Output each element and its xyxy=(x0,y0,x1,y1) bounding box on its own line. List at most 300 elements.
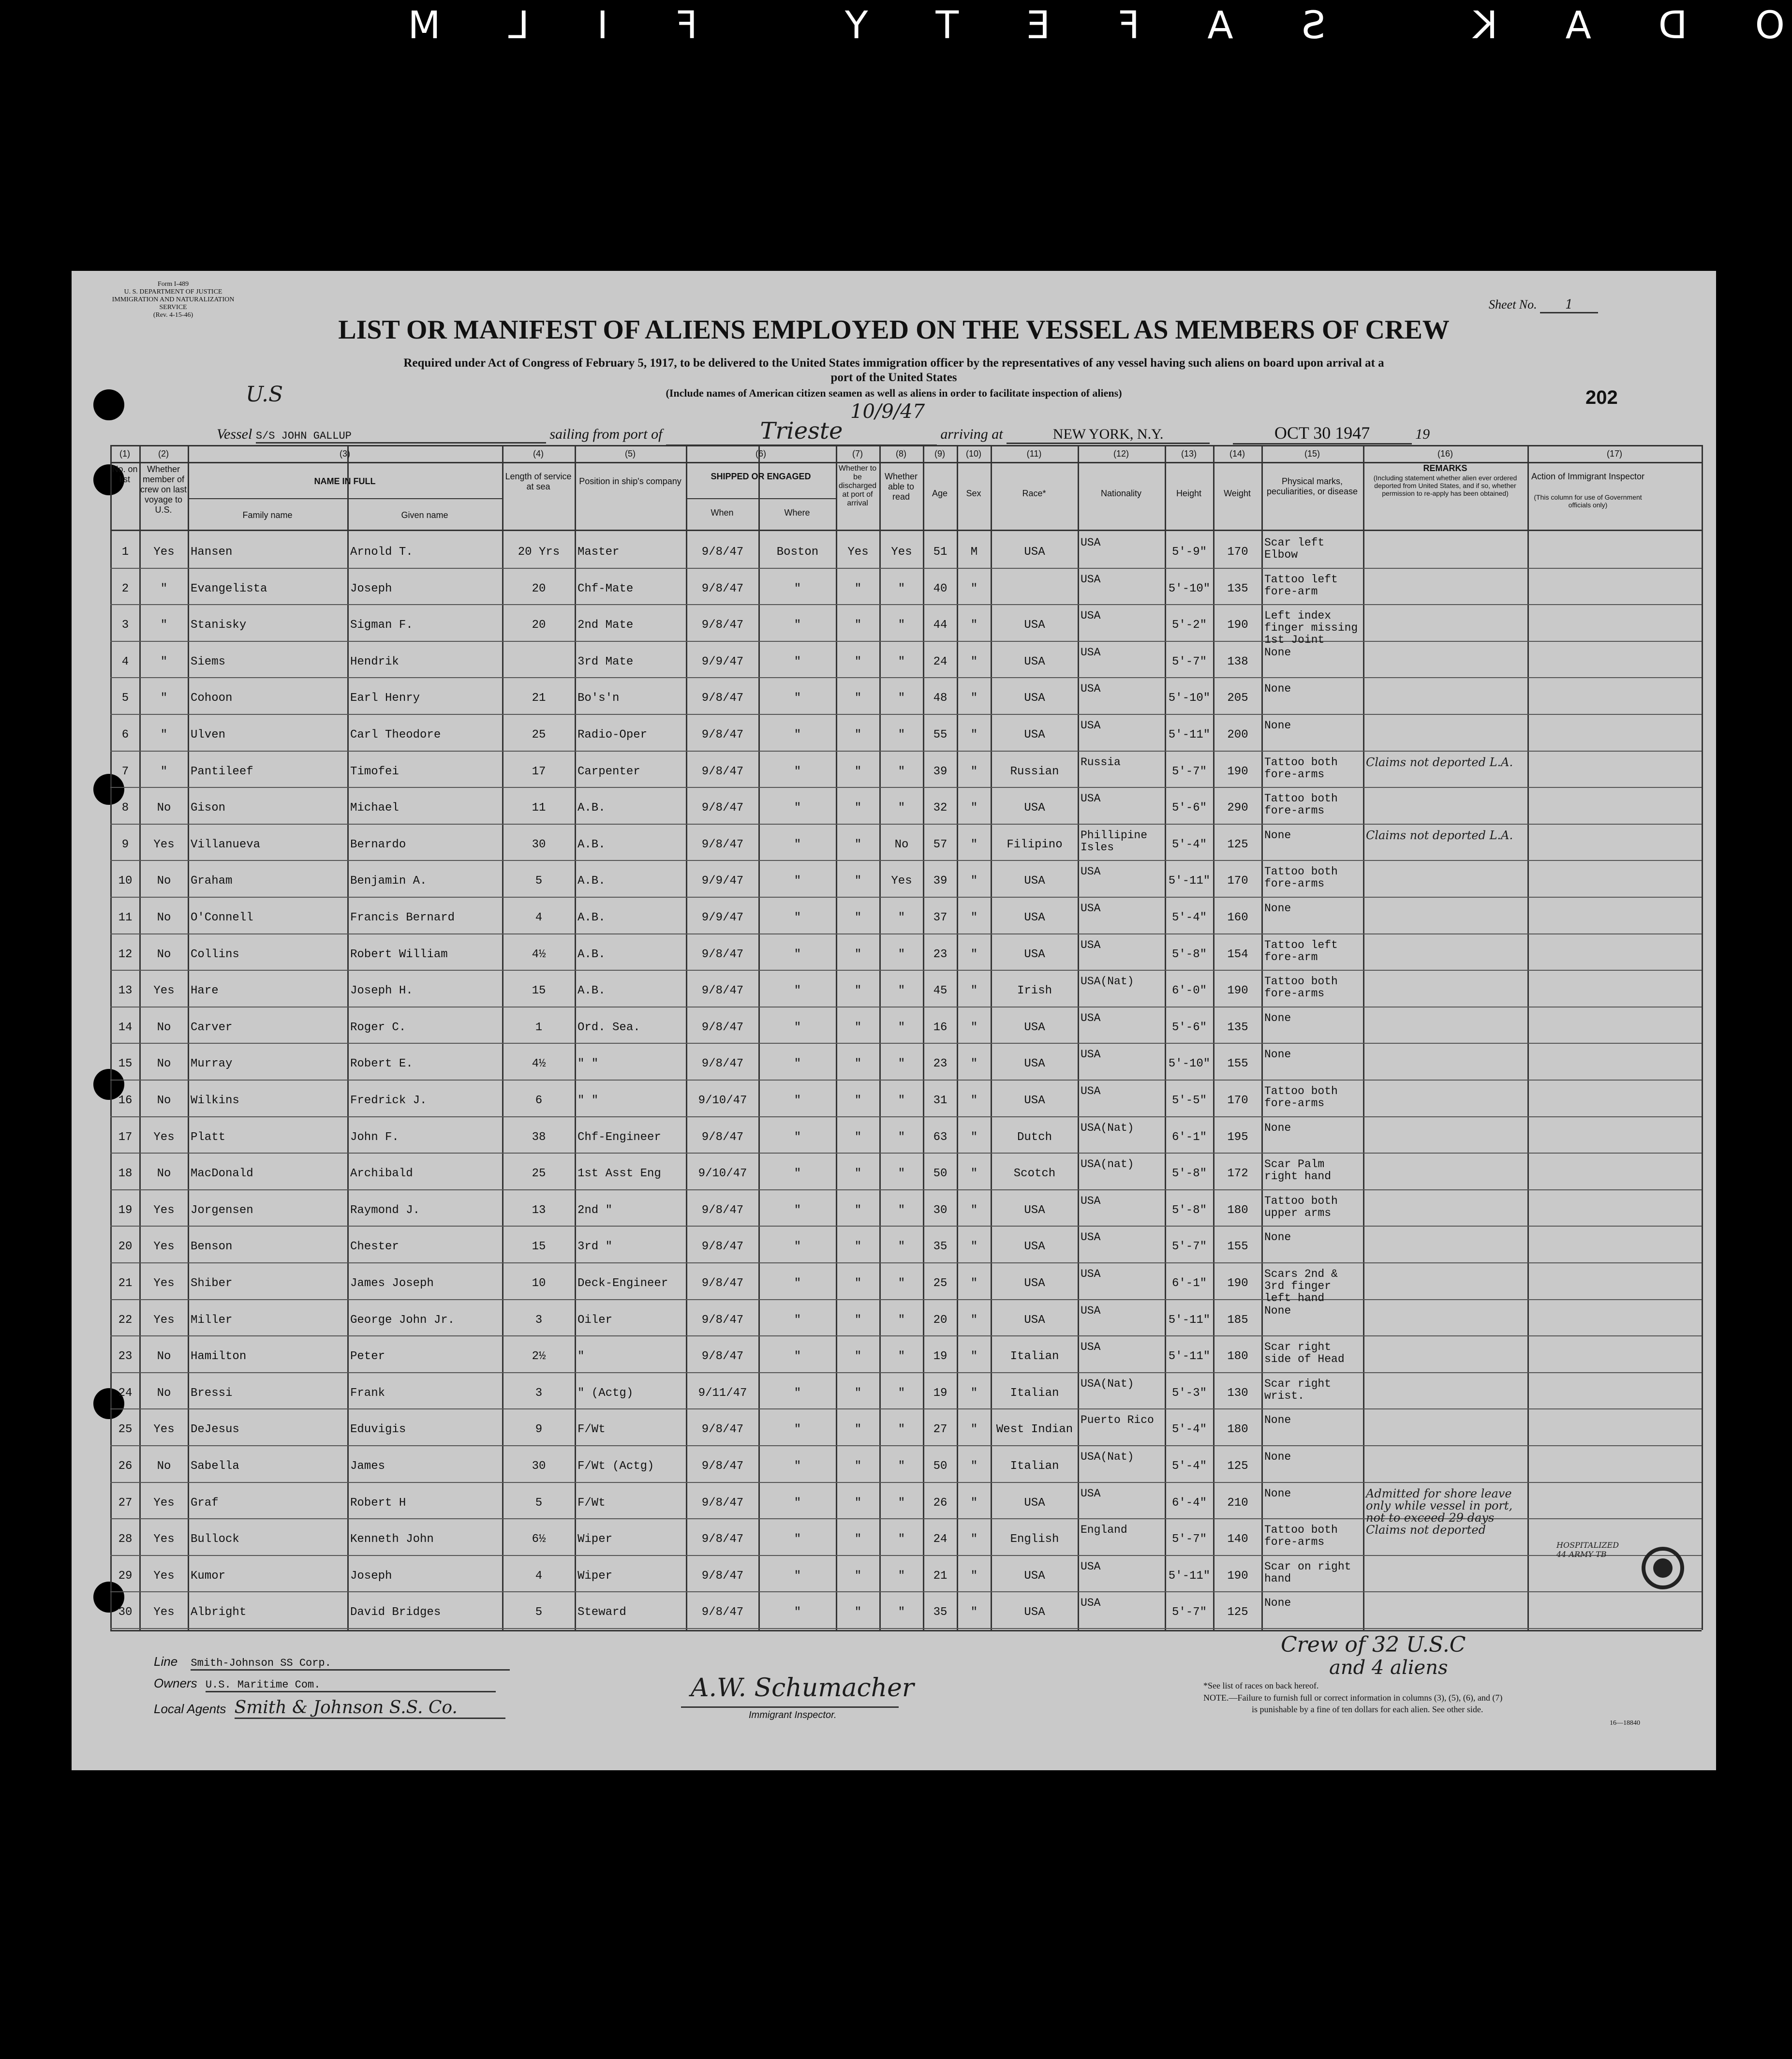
cell-family: Wilkins xyxy=(191,1094,239,1107)
cell-sex: " xyxy=(970,692,978,705)
cell-nationality: USA xyxy=(1081,609,1101,622)
cell-no: 26 xyxy=(118,1460,133,1473)
cell-where: " xyxy=(794,1021,801,1034)
cell-disch: " xyxy=(854,838,862,851)
cell-race: Russian xyxy=(1010,765,1059,778)
cell-race: USA xyxy=(1024,546,1045,559)
cell-read: " xyxy=(898,1350,905,1363)
cell-length: 13 xyxy=(532,1203,546,1217)
cell-where: " xyxy=(794,838,801,851)
cell-given: Sigman F. xyxy=(350,619,413,632)
cell-weight: 155 xyxy=(1227,1240,1248,1254)
line-label: Line xyxy=(154,1654,178,1669)
cell-no: 15 xyxy=(118,1057,133,1071)
cell-prev: Yes xyxy=(153,1423,175,1437)
owners-label: Owners xyxy=(154,1676,197,1690)
cell-weight: 200 xyxy=(1227,728,1248,741)
cell-age: 55 xyxy=(933,728,948,741)
col-header-sex: Sex xyxy=(966,489,981,498)
cell-nationality: USA xyxy=(1081,1597,1101,1610)
cell-sex: " xyxy=(970,619,978,632)
crew-count-note: Crew of 32 U.S.C xyxy=(1281,1632,1466,1657)
cell-read: " xyxy=(898,765,905,778)
cell-marks: Tattoo left fore-arm xyxy=(1264,938,1338,963)
cell-prev: No xyxy=(157,1021,171,1034)
cell-disch: " xyxy=(854,1460,862,1473)
cell-sex: " xyxy=(970,1240,978,1254)
cell-sex: " xyxy=(970,1167,978,1181)
column-rule xyxy=(110,445,112,1630)
cell-age: 21 xyxy=(933,1569,948,1583)
column-rule xyxy=(923,445,924,1630)
cell-where: " xyxy=(794,1277,801,1290)
col-header-length: Length of service at sea xyxy=(505,472,572,491)
cell-position: A.B. xyxy=(578,948,606,961)
cell-prev: " xyxy=(160,582,168,595)
cell-race: USA xyxy=(1024,728,1045,741)
cell-given: James Joseph xyxy=(350,1277,434,1290)
header-bottom-rule xyxy=(110,530,1702,531)
cell-length: 25 xyxy=(532,728,546,741)
cell-no: 20 xyxy=(118,1240,133,1254)
cell-given: Benjamin A. xyxy=(350,874,427,888)
column-number: (10) xyxy=(965,449,981,459)
form-id-line: IMMIGRATION AND NATURALIZATION SERVICE xyxy=(112,296,235,311)
cell-length: 20 xyxy=(532,582,546,595)
cell-when: 9/8/47 xyxy=(701,582,744,595)
cell-no: 10 xyxy=(118,874,133,888)
col-header-remarks-sub: (Including statement whether alien ever ordered deported from United States, and if so, whether permission to re-apply has been obtained) xyxy=(1373,474,1517,497)
cell-marks: None xyxy=(1264,1414,1291,1427)
column-number: (7) xyxy=(852,449,863,459)
arriving-port: NEW YORK, N.Y. xyxy=(1007,426,1210,444)
cell-disch: " xyxy=(854,655,862,668)
cell-prev: " xyxy=(160,692,168,705)
cell-where: " xyxy=(794,1350,801,1363)
cell-race: USA xyxy=(1024,655,1045,668)
cell-height: 5'-2" xyxy=(1171,619,1207,632)
cell-prev: No xyxy=(157,911,171,924)
cell-marks: None xyxy=(1264,902,1291,915)
cell-length: 11 xyxy=(532,801,546,815)
column-rule xyxy=(957,445,958,1630)
cell-disch: " xyxy=(854,1606,862,1619)
cell-disch: " xyxy=(854,1130,862,1144)
cell-prev: Yes xyxy=(153,1606,175,1619)
cell-disch: " xyxy=(854,911,862,924)
cell-given: Earl Henry xyxy=(350,692,420,705)
cell-prev: " xyxy=(160,619,168,632)
cell-when: 9/9/47 xyxy=(701,911,744,924)
cell-given: Fredrick J. xyxy=(350,1094,427,1107)
cell-race: Filipino xyxy=(1007,838,1063,851)
cell-race: USA xyxy=(1024,692,1045,705)
cell-family: MacDonald xyxy=(191,1167,253,1181)
cell-when: 9/8/47 xyxy=(701,1350,744,1363)
cell-disch: " xyxy=(854,1386,862,1400)
cell-when: 9/8/47 xyxy=(701,1460,744,1473)
col-header-no: No. on list xyxy=(112,464,138,484)
line-field xyxy=(154,1654,510,1671)
owners-field xyxy=(154,1676,496,1692)
cell-where: " xyxy=(794,801,801,815)
cell-disch: " xyxy=(854,1203,862,1217)
cell-race: English xyxy=(1010,1533,1059,1546)
col-header-shipped: SHIPPED OR ENGAGED xyxy=(711,472,811,481)
column-number: (2) xyxy=(158,449,169,459)
col-header-action-sub: (This column for use of Government officials only) xyxy=(1534,493,1642,509)
cell-height: 5'-8" xyxy=(1171,948,1207,961)
cell-weight: 290 xyxy=(1227,801,1248,815)
col-header-when: When xyxy=(711,508,734,518)
cell-marks: None xyxy=(1264,1451,1291,1463)
cell-race: Italian xyxy=(1010,1350,1059,1363)
cell-remark: Admitted for shore leave only while vessel in port, not to exceed 29 days xyxy=(1366,1486,1513,1525)
cell-family: Pantileef xyxy=(191,765,253,778)
cell-sex: " xyxy=(970,1094,978,1107)
cell-read: " xyxy=(898,1313,905,1327)
cell-sex: " xyxy=(970,728,978,741)
cell-where: " xyxy=(794,1386,801,1400)
cell-marks: None xyxy=(1264,1121,1291,1134)
cell-marks: Scar on right hand xyxy=(1264,1560,1351,1585)
cell-position: A.B. xyxy=(578,838,606,851)
subtitle-line-3: (Include names of American citizen seamen as well as aliens in order to facilitate inspection of aliens) xyxy=(666,387,1122,399)
cell-disch: " xyxy=(854,1021,862,1034)
cell-position: " " xyxy=(578,1094,599,1107)
cell-marks: Scar right side of Head xyxy=(1264,1341,1345,1366)
cell-height: 5'-10" xyxy=(1168,692,1211,705)
column-number: (16) xyxy=(1437,449,1453,459)
cell-nationality: USA xyxy=(1081,1268,1101,1280)
cell-when: 9/8/47 xyxy=(701,1496,744,1510)
cell-weight: 170 xyxy=(1227,874,1248,888)
cell-race: Scotch xyxy=(1013,1167,1056,1181)
col-header-action: Action of Immigrant Inspector xyxy=(1531,472,1645,481)
cell-family: Miller xyxy=(191,1313,233,1327)
cell-nationality: USA xyxy=(1081,1231,1101,1244)
cell-weight: 195 xyxy=(1227,1130,1248,1144)
cell-marks: None xyxy=(1264,1304,1291,1317)
cell-age: 30 xyxy=(933,1203,948,1217)
cell-sex: " xyxy=(970,1606,978,1619)
line-value: Smith-Johnson SS Corp. xyxy=(191,1657,510,1671)
cell-sex: " xyxy=(970,1130,978,1144)
cell-race: USA xyxy=(1024,1057,1045,1071)
column-rule xyxy=(1527,445,1529,1630)
cell-prev: No xyxy=(157,1386,171,1400)
cell-where: " xyxy=(794,1423,801,1437)
cell-given: Robert E. xyxy=(350,1057,413,1071)
col-header-given-name: Given name xyxy=(401,510,448,520)
cell-disch: " xyxy=(854,1277,862,1290)
table-row-rule xyxy=(110,1372,1702,1373)
cell-height: 5'-7" xyxy=(1171,765,1207,778)
table-row-rule xyxy=(110,1043,1702,1044)
cell-height: 5'-7" xyxy=(1171,1606,1207,1619)
cell-disch: " xyxy=(854,619,862,632)
cell-race: USA xyxy=(1024,1277,1045,1290)
cell-weight: 190 xyxy=(1227,1277,1248,1290)
cell-length: 25 xyxy=(532,1167,546,1181)
cell-where: " xyxy=(794,1313,801,1327)
cell-where: " xyxy=(794,874,801,888)
cell-marks: Scar Palm right hand xyxy=(1264,1158,1332,1183)
col-header-name: NAME IN FULL xyxy=(314,476,376,486)
cell-no: 16 xyxy=(118,1094,133,1107)
cell-age: 40 xyxy=(933,582,948,595)
cell-nationality: USA xyxy=(1081,719,1101,732)
cell-when: 9/8/47 xyxy=(701,838,744,851)
cell-when: 9/10/47 xyxy=(698,1094,747,1107)
cell-length: 5 xyxy=(535,874,543,888)
column-rule xyxy=(991,445,992,1630)
cell-marks: Scar left Elbow xyxy=(1264,536,1325,561)
cell-sex: " xyxy=(970,1350,978,1363)
cell-weight: 154 xyxy=(1227,948,1248,961)
cell-race: West Indian xyxy=(996,1423,1073,1437)
cell-sex: " xyxy=(970,1533,978,1546)
table-row-rule xyxy=(110,1226,1702,1227)
cell-race: USA xyxy=(1024,911,1045,924)
cell-weight: 160 xyxy=(1227,911,1248,924)
page-stamp: 202 xyxy=(1585,387,1618,408)
cell-sex: " xyxy=(970,1460,978,1473)
table-row-rule xyxy=(110,1080,1702,1081)
cell-age: 19 xyxy=(933,1386,948,1400)
cell-when: 9/8/47 xyxy=(701,1057,744,1071)
cell-remark: Claims not deported L.A. xyxy=(1366,755,1513,769)
column-number: (3) xyxy=(340,449,350,459)
column-rule xyxy=(139,445,141,1630)
cell-given: Carl Theodore xyxy=(350,728,441,741)
cell-nationality: USA xyxy=(1081,1085,1101,1097)
col-header-discharged: Whether to be discharged at port of arrival xyxy=(838,464,877,507)
cell-read: " xyxy=(898,1021,905,1034)
cell-sex: " xyxy=(970,984,978,998)
cell-when: 9/10/47 xyxy=(698,1167,747,1181)
cell-no: 22 xyxy=(118,1313,133,1327)
table-row-rule xyxy=(110,1408,1702,1409)
cell-where: " xyxy=(794,1203,801,1217)
col-header-height: Height xyxy=(1176,489,1202,498)
cell-prev: No xyxy=(157,1460,171,1473)
cell-where: " xyxy=(794,728,801,741)
stamp-text: HOSPITALIZED 44 ARMY TB xyxy=(1556,1541,1619,1559)
cell-marks: Tattoo left fore-arm xyxy=(1264,573,1338,598)
cell-length: 1 xyxy=(535,1021,543,1034)
cell-where: " xyxy=(794,1057,801,1071)
cell-prev: Yes xyxy=(153,984,175,998)
cell-read: " xyxy=(898,1130,905,1144)
cell-nationality: USA xyxy=(1081,1048,1101,1061)
cell-weight: 125 xyxy=(1227,1606,1248,1619)
cell-family: Bressi xyxy=(191,1386,233,1400)
cell-where: " xyxy=(794,1167,801,1181)
cell-when: 9/8/47 xyxy=(701,765,744,778)
cell-length: 5 xyxy=(535,1496,543,1510)
sheet-no-value: 1 xyxy=(1540,297,1598,313)
film-edge-marking: ODAK SAFETY FILM xyxy=(340,4,1785,47)
cell-height: 6'-1" xyxy=(1171,1277,1207,1290)
cell-position: Wiper xyxy=(578,1569,613,1583)
cell-read: " xyxy=(898,1569,905,1583)
cell-race: Italian xyxy=(1010,1386,1059,1400)
cell-sex: " xyxy=(970,801,978,815)
cell-disch: " xyxy=(854,1057,862,1071)
cell-race: USA xyxy=(1024,1021,1045,1034)
column-rule xyxy=(1078,445,1079,1630)
cell-family: Carver xyxy=(191,1021,233,1034)
column-rule xyxy=(347,445,349,1630)
cell-where: " xyxy=(794,1460,801,1473)
cell-when: 9/9/47 xyxy=(701,874,744,888)
cell-sex: M xyxy=(970,546,978,559)
table-row-rule xyxy=(110,714,1702,715)
cell-where: Boston xyxy=(776,546,819,559)
cell-when: 9/8/47 xyxy=(701,1240,744,1254)
cell-when: 9/8/47 xyxy=(701,801,744,815)
cell-race: USA xyxy=(1024,1496,1045,1510)
cell-when: 9/9/47 xyxy=(701,655,744,668)
cell-weight: 190 xyxy=(1227,984,1248,998)
cell-read: " xyxy=(898,1606,905,1619)
column-rule xyxy=(1261,445,1263,1630)
cell-given: Archibald xyxy=(350,1167,413,1181)
cell-position: " xyxy=(578,1350,585,1363)
agents-value: Smith & Johnson S.S. Co. xyxy=(235,1698,505,1719)
cell-age: 24 xyxy=(933,1533,948,1546)
table-row-rule xyxy=(110,787,1702,788)
cell-prev: No xyxy=(157,874,171,888)
table-bottom-rule xyxy=(110,1630,1702,1631)
cell-length: 20 xyxy=(532,619,546,632)
cell-age: 37 xyxy=(933,911,948,924)
cell-where: " xyxy=(794,1240,801,1254)
cell-family: Graf xyxy=(191,1496,219,1510)
cell-nationality: USA xyxy=(1081,1194,1101,1207)
races-note: *See list of races on back hereof. xyxy=(1203,1681,1319,1690)
cell-height: 5'-7" xyxy=(1171,1240,1207,1254)
cell-where: " xyxy=(794,692,801,705)
cell-no: 12 xyxy=(118,948,133,961)
cell-prev: Yes xyxy=(153,1569,175,1583)
inspector-signature-rule xyxy=(681,1706,899,1708)
cell-given: John F. xyxy=(350,1130,399,1144)
table-row-rule xyxy=(110,568,1702,569)
column-rule xyxy=(758,445,760,1630)
cell-no: 28 xyxy=(118,1533,133,1546)
cell-given: George John Jr. xyxy=(350,1313,455,1327)
arriving-label: arriving at xyxy=(940,426,1003,442)
cell-family: Cohoon xyxy=(191,692,233,705)
cell-weight: 155 xyxy=(1227,1057,1248,1071)
cell-where: " xyxy=(794,1094,801,1107)
cell-read: " xyxy=(898,1240,905,1254)
cell-given: Francis Bernard xyxy=(350,911,455,924)
cell-when: 9/8/47 xyxy=(701,1130,744,1144)
inspector-signature: A.W. Schumacher xyxy=(691,1674,914,1703)
cell-nationality: USA xyxy=(1081,1011,1101,1024)
cell-where: " xyxy=(794,948,801,961)
cell-marks: Scar right wrist. xyxy=(1264,1377,1332,1402)
col-header-nationality: Nationality xyxy=(1100,489,1142,498)
cell-weight: 135 xyxy=(1227,1021,1248,1034)
cell-read: " xyxy=(898,948,905,961)
cell-read: Yes xyxy=(891,874,912,888)
cell-age: 27 xyxy=(933,1423,948,1437)
cell-when: 9/8/47 xyxy=(701,546,744,559)
cell-where: " xyxy=(794,1130,801,1144)
cell-height: 5'-11" xyxy=(1168,874,1211,888)
cell-no: 1 xyxy=(121,546,129,559)
cell-age: 50 xyxy=(933,1167,948,1181)
cell-nationality: USA(nat) xyxy=(1081,1158,1134,1171)
cell-no: 13 xyxy=(118,984,133,998)
table-row-rule xyxy=(110,1299,1702,1300)
cell-sex: " xyxy=(970,1569,978,1583)
cell-weight: 180 xyxy=(1227,1203,1248,1217)
cell-disch: " xyxy=(854,1496,862,1510)
form-id-line: (Rev. 4-15-46) xyxy=(153,311,193,319)
cell-read: Yes xyxy=(891,546,912,559)
cell-nationality: USA xyxy=(1081,573,1101,586)
cell-where: " xyxy=(794,1496,801,1510)
cell-height: 6'-0" xyxy=(1171,984,1207,998)
form-id-line: U. S. DEPARTMENT OF JUSTICE xyxy=(124,288,222,296)
cell-family: Hare xyxy=(191,984,219,998)
cell-where: " xyxy=(794,655,801,668)
cell-position: " " xyxy=(578,1057,599,1071)
cell-read: No xyxy=(894,838,909,851)
cell-sex: " xyxy=(970,1021,978,1034)
cell-when: 9/8/47 xyxy=(701,1203,744,1217)
cell-marks: None xyxy=(1264,646,1291,659)
cell-position: F/Wt xyxy=(578,1496,606,1510)
column-rule xyxy=(1165,445,1166,1630)
table-row-rule xyxy=(110,1555,1702,1556)
table-row-rule xyxy=(110,1116,1702,1117)
cell-no: 4 xyxy=(121,655,129,668)
cell-nationality: USA xyxy=(1081,646,1101,659)
cell-read: " xyxy=(898,1386,905,1400)
cell-where: " xyxy=(794,1569,801,1583)
sheet-number xyxy=(1489,297,1598,313)
cell-prev: Yes xyxy=(153,1313,175,1327)
cell-sex: " xyxy=(970,1386,978,1400)
cell-sex: " xyxy=(970,1313,978,1327)
table-top-rule xyxy=(110,445,1702,446)
cell-disch: " xyxy=(854,1569,862,1583)
column-number: (13) xyxy=(1181,449,1197,459)
cell-family: Evangelista xyxy=(191,582,267,595)
cell-weight: 140 xyxy=(1227,1533,1248,1546)
cell-family: Villanueva xyxy=(191,838,261,851)
column-rule xyxy=(575,445,576,1630)
cell-where: " xyxy=(794,1606,801,1619)
cell-length: 15 xyxy=(532,984,546,998)
cell-weight: 125 xyxy=(1227,838,1248,851)
cell-position: Deck-Engineer xyxy=(578,1277,668,1290)
cell-sex: " xyxy=(970,765,978,778)
cell-weight: 125 xyxy=(1227,1460,1248,1473)
cell-height: 5'-4" xyxy=(1171,838,1207,851)
column-rule xyxy=(188,445,189,1630)
header-sub-rule xyxy=(686,498,836,499)
cell-prev: Yes xyxy=(153,1533,175,1546)
cell-family: O'Connell xyxy=(191,911,253,924)
cell-nationality: USA xyxy=(1081,938,1101,951)
